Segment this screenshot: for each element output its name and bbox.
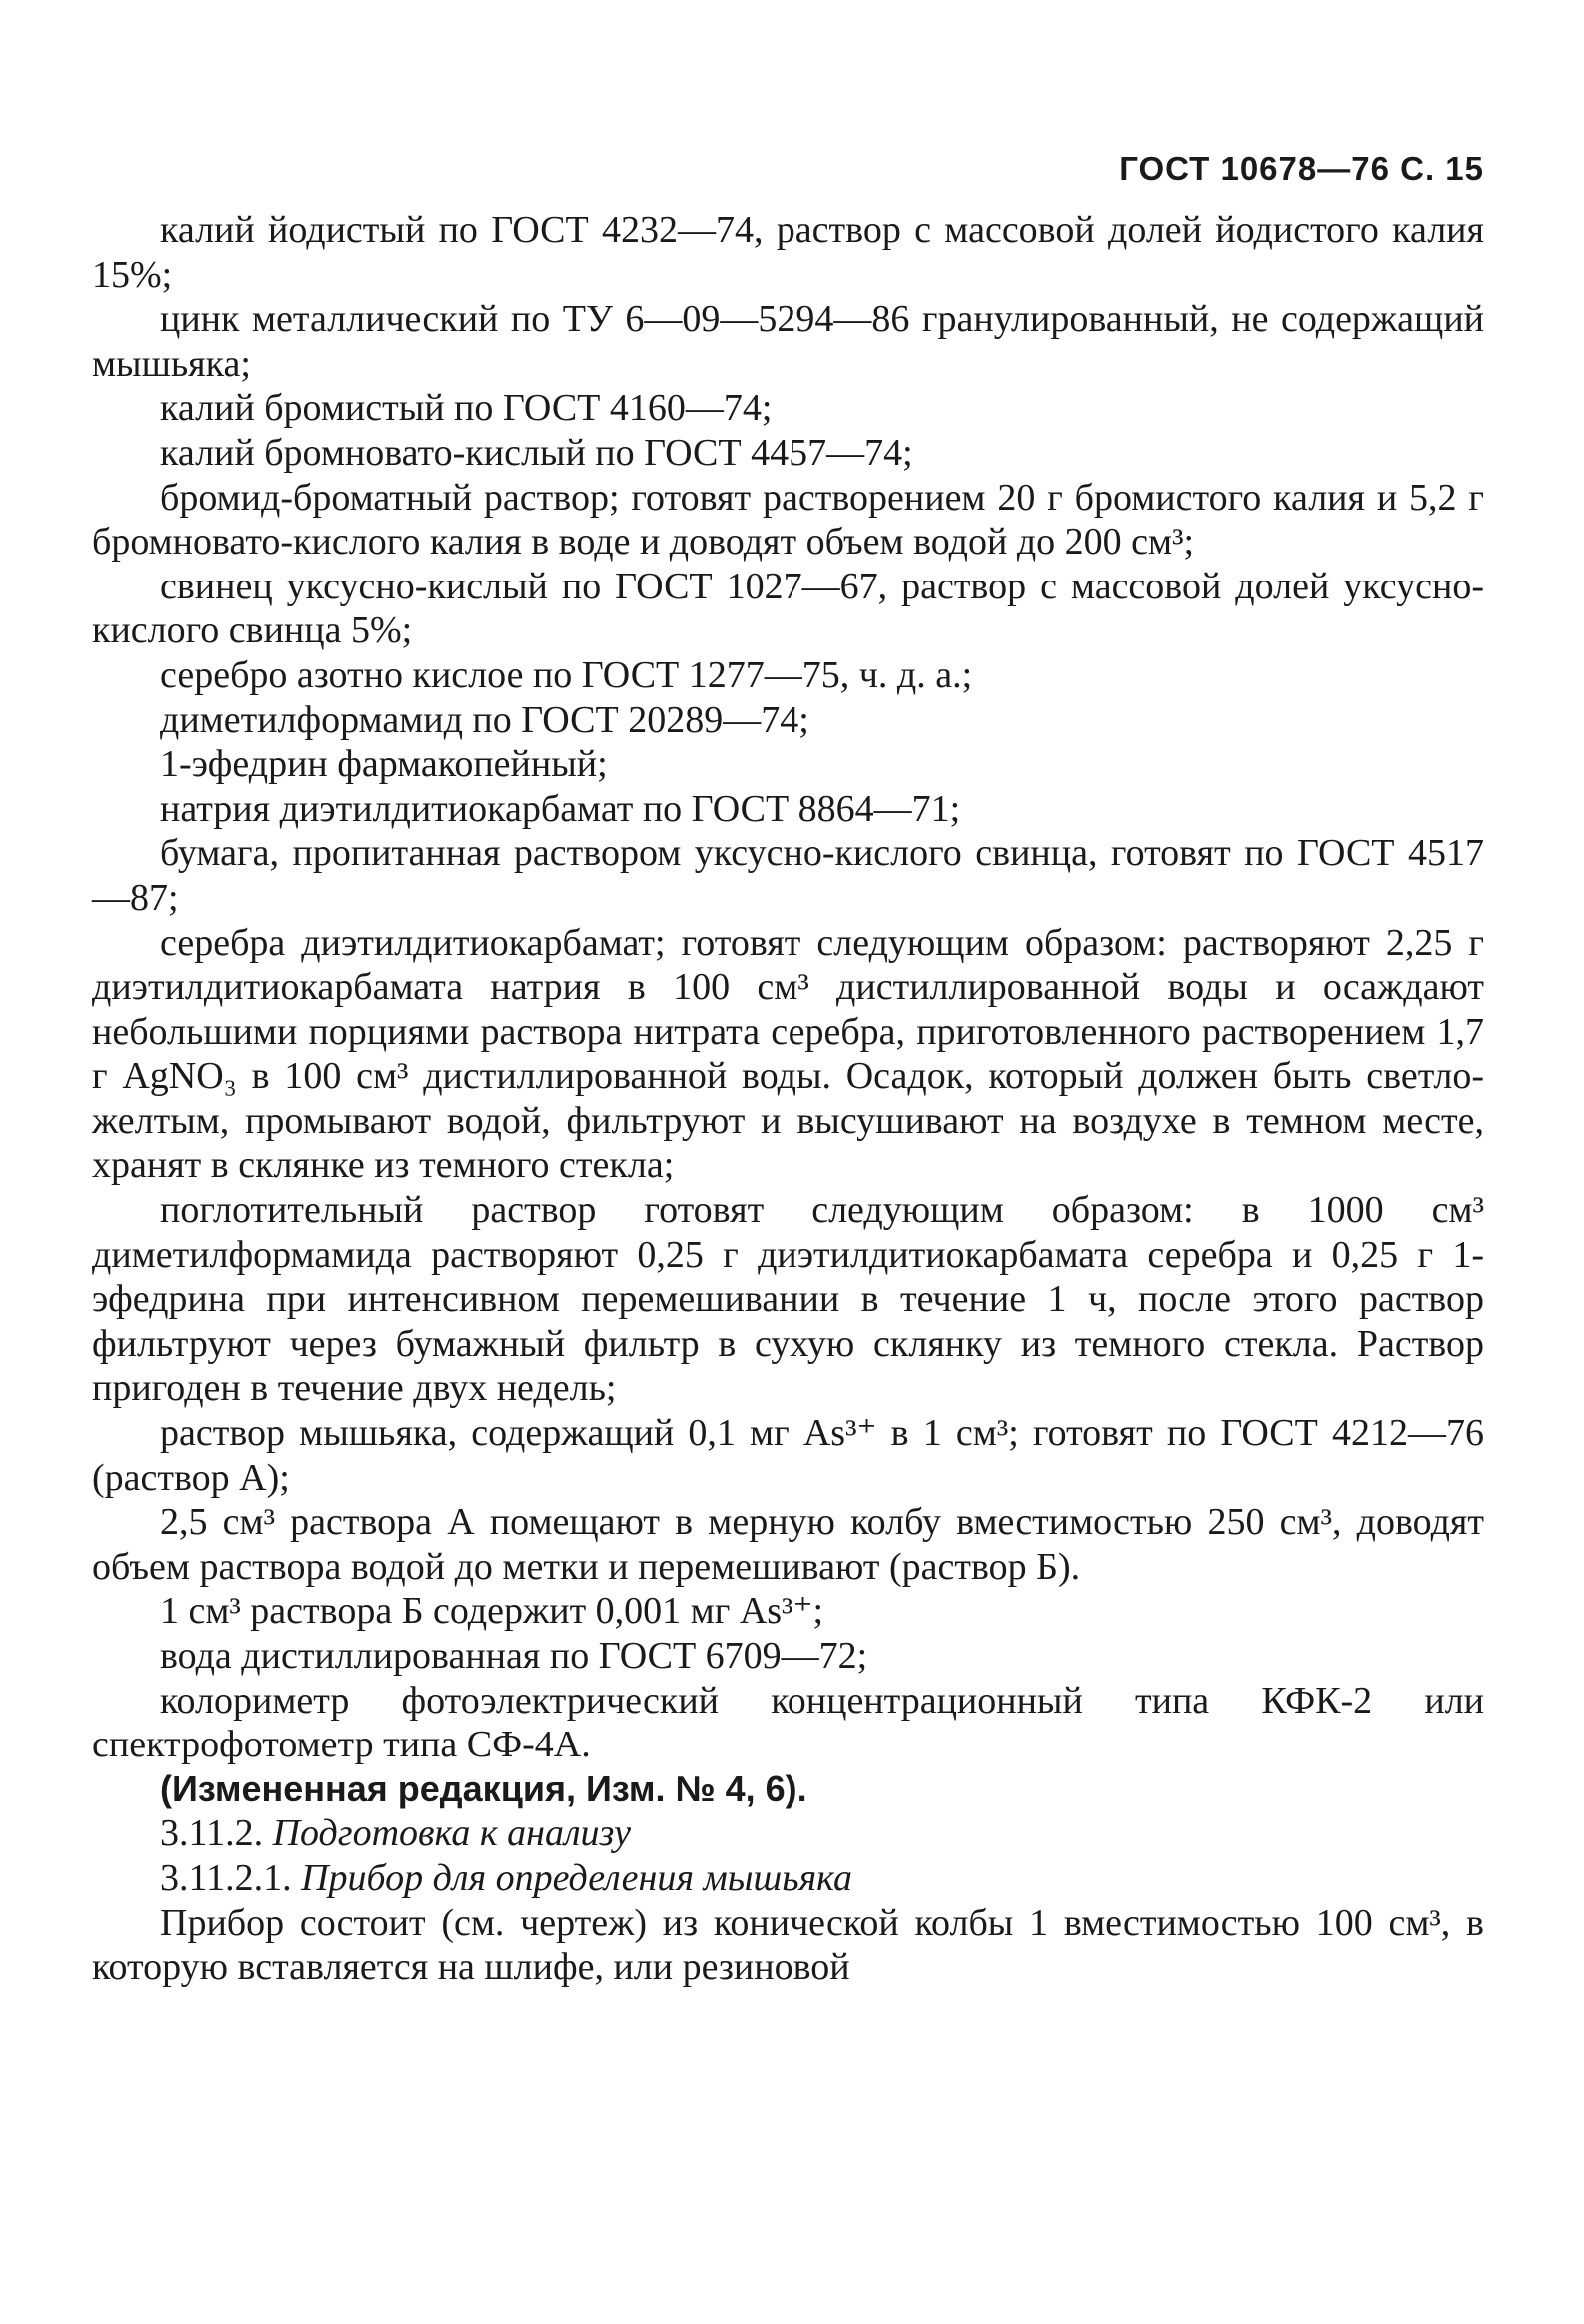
- section-title: Прибор для определения мышьяка: [301, 1856, 852, 1899]
- paragraph: колориметр фотоэлектрический концентрационный типа КФК-2 или спектрофотометр типа СФ-4А.: [92, 1679, 1484, 1766]
- paragraph: раствор мышьяка, содержащий 0,1 мг As³⁺ в 1 см³; готовят по ГОСТ 4212—76 (раствор А);: [92, 1412, 1484, 1499]
- section-heading: [92, 1811, 1484, 1856]
- section-heading: [92, 1856, 1484, 1901]
- document-body: [92, 208, 1484, 1990]
- section-number: 3.11.2.1.: [160, 1856, 292, 1899]
- paragraph: бумага, пропитанная раствором уксусно-кислого свинца, готовят по ГОСТ 4517—87;: [92, 832, 1484, 919]
- paragraph: Прибор состоит (см. чертеж) из конической колбы 1 вместимостью 100 см³, в которую вставляется на шлифе, или резиновой: [92, 1901, 1484, 1989]
- paragraph: цинк металлический по ТУ 6—09—5294—86 гранулированный, не содержащий мышьяка;: [92, 298, 1484, 385]
- paragraph: серебра диэтилдитиокарбамат; готовят следующим образом: растворяют 2,25 г диэтилдитиокарбамата натрия в 100 см³ дистиллированной воды и осаждают небольшими порциями раствора нитрата серебра, приготовленного растворением 1,7 г AgNO₃ в 100 см³ дистиллированной воды. Осадок, который должен быть светло-желтым, промывают водой, фильтруют и высушивают на воздухе в темном месте, хранят в склянке из темного стекла;: [92, 921, 1484, 1187]
- paragraph: калий йодистый по ГОСТ 4232—74, раствор с массовой долей йодистого калия 15%;: [92, 209, 1484, 296]
- paragraph: вода дистиллированная по ГОСТ 6709—72;: [160, 1635, 868, 1677]
- paragraph: 2,5 см³ раствора А помещают в мерную колбу вместимостью 250 см³, доводят объем раствора водой до метки и перемешивают (раствор Б).: [92, 1501, 1484, 1588]
- paragraph: серебро азотно кислое по ГОСТ 1277—75, ч. д. а.;: [160, 653, 973, 696]
- amendment-note: (Измененная редакция, Изм. № 4, 6).: [160, 1767, 807, 1809]
- section-number: 3.11.2.: [160, 1812, 264, 1855]
- paragraph: натрия диэтилдитиокарбамат по ГОСТ 8864—71;: [160, 787, 961, 830]
- paragraph: калий бромистый по ГОСТ 4160—74;: [160, 387, 773, 430]
- paragraph: калий бромновато-кислый по ГОСТ 4457—74;: [160, 431, 913, 474]
- section-title: Подготовка к анализу: [272, 1812, 631, 1855]
- paragraph: 1 см³ раствора Б содержит 0,001 мг As³⁺;: [160, 1590, 824, 1633]
- page-header: ГОСТ 10678—76 С. 15: [1119, 150, 1484, 187]
- paragraph: диметилформамид по ГОСТ 20289—74;: [160, 698, 809, 741]
- paragraph: свинец уксусно-кислый по ГОСТ 1027—67, раствор с массовой долей уксусно-кислого свинца 5%;: [92, 565, 1484, 652]
- paragraph: бромид-броматный раствор; готовят растворением 20 г бромистого калия и 5,2 г бромновато-кислого калия в воде и доводят объем водой до 200 см³;: [92, 476, 1484, 564]
- paragraph: поглотительный раствор готовят следующим образом: в 1000 см³ диметилформамида растворяют 0,25 г диэтилдитиокарбамата серебра и 0,25 г 1-эфедрина при интенсивном перемешивании в течение 1 ч, после этого раствор фильтруют через бумажный фильтр в сухую склянку из темного стекла. Раствор пригоден в течение двух недель;: [92, 1189, 1484, 1410]
- paragraph: 1-эфедрин фармакопейный;: [160, 743, 608, 786]
